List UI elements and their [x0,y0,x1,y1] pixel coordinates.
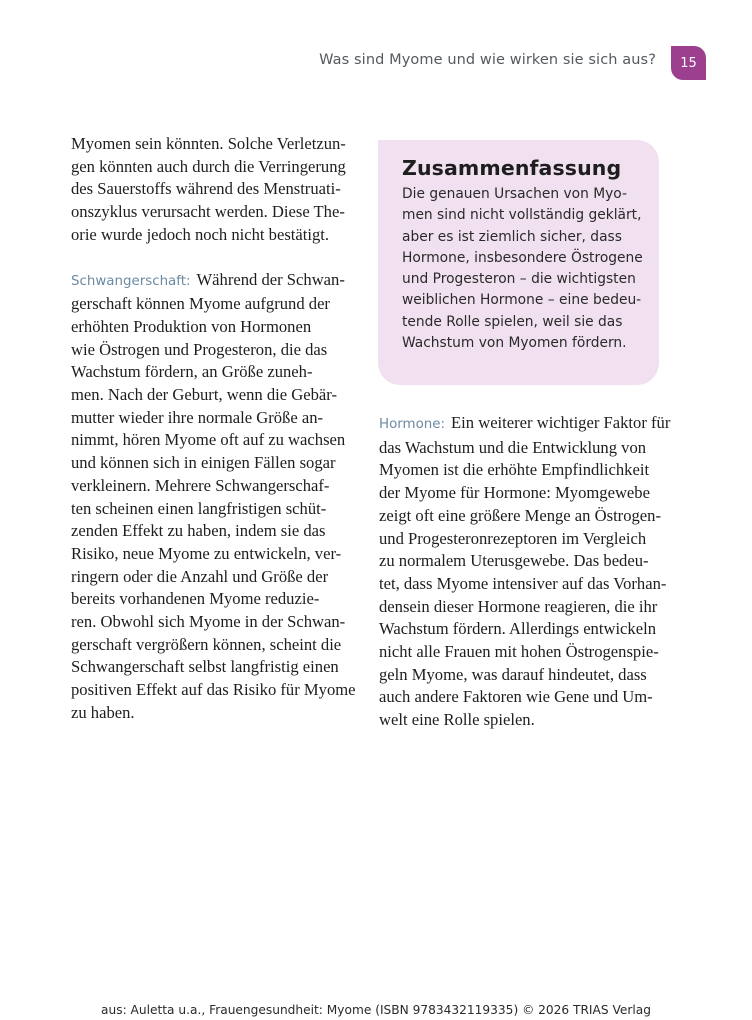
text-line: Myomen ist die erhöhte Empfindlichkeit [379,460,650,480]
summary-title: Zusammenfassung [402,156,622,180]
text-line: ten scheinen einen langfristigen schüt- [71,498,327,518]
text-line: und Progesteronrezeptoren im Vergleich [379,528,647,548]
source-footer: aus: Auletta u.a., Frauengesundheit: Myome (ISBN 9783432119335) © 2026 TRIAS Verlag [101,1003,651,1017]
text-line: geln Myome, was darauf hindeutet, dass [379,664,647,684]
text-line: das Wachstum und die Entwicklung von [379,437,647,457]
text-line: Schwangerschaft selbst langfristig einen [71,657,339,677]
left-column [71,133,361,725]
text-line: Myomen sein könnten. Solche Verletzun- [71,134,346,153]
text-line: bereits vorhandenen Myome reduzie- [71,589,320,609]
text-line: wie Östrogen und Progesteron, die das [71,339,328,359]
section-lead-pregnancy: Schwangerschaft: [71,273,191,289]
paragraph-first-line [71,269,361,294]
text-line: Wachstum fördern, an Größe zuneh- [71,362,313,382]
summary-line: Die genauen Ursachen von Myo- [402,186,627,202]
section-lead-hormones: Hormone: [379,417,446,432]
summary-line: weiblichen Hormone – eine bedeu- [402,292,642,309]
text-line: Wachstum fördern. Allerdings entwickeln [379,619,656,639]
text-line: men. Nach der Geburt, wenn die Gebär- [71,385,337,405]
text-line: zeigt oft eine größere Menge an Östrogen- [379,505,661,525]
text-line: positiven Effekt auf das Risiko für Myome [71,680,356,700]
text-line: orie wurde jedoch noch nicht bestätigt. [71,224,330,244]
text-line: tet, dass Myome intensiver auf das Vorhan- [379,573,667,593]
running-head-title: Was sind Myome und wie wirken sie sich aus? [319,52,656,68]
text-line: welt eine Rolle spielen. [379,710,535,730]
text-line: nimmt, hören Myome oft auf zu wachsen [71,430,346,450]
summary-line: tende Rolle spielen, weil sie das [402,313,623,330]
text-line: zu normalem Uterusgewebe. Das bedeu- [379,551,649,571]
summary-line: Wachstum von Myomen fördern. [402,335,627,352]
text-line: des Sauerstoffs während des Menstruati- [71,179,341,199]
summary-line: und Progesteron – die wichtigsten [402,271,636,288]
text-line: ren. Obwohl sich Myome in der Schwan- [71,612,346,632]
text-line: mutter wieder ihre normale Größe an- [71,407,324,427]
text-line: nicht alle Frauen mit hohen Östrogenspie- [379,642,659,662]
text-line: gen könnten auch durch die Verringerung [71,156,346,176]
text-line: zu haben. [71,702,135,722]
text-line: der Myome für Hormone: Myomgewebe [379,483,650,503]
text-line: ringern oder die Anzahl und Größe der [71,566,329,586]
text-line: zenden Effekt zu haben, indem sie das [71,521,326,541]
summary-line: Hormone, insbesondere Östrogene [402,249,643,266]
text-line: Risiko, neue Myome zu entwickeln, ver- [71,543,342,563]
text-line: und können sich in einigen Fällen sogar [71,453,336,473]
page-number-badge [671,46,706,80]
text-line: gerschaft können Myome aufgrund der [71,294,330,314]
text-line: gerschaft vergrößern können, scheint die [71,634,342,654]
summary-line: aber es ist ziemlich sicher, dass [402,228,622,245]
right-column [379,412,669,732]
text-line: verkleinern. Mehrere Schwangerschaf- [71,475,330,495]
text-line: onszyklus verursacht werden. Diese The- [71,202,345,222]
text-line: densein dieser Hormone reagieren, die ihr [379,596,658,616]
summary-text [402,184,641,354]
summary-box [378,140,659,385]
text-run: Ein weiterer wichtiger Faktor für [451,413,671,432]
paragraph-gap [71,247,361,269]
text-line: erhöhten Produktion von Hormonen [71,316,312,336]
summary-line: men sind nicht vollständig geklärt, [402,207,642,224]
text-line: auch andere Faktoren wie Gene und Um- [379,687,653,707]
paragraph-first-line [379,412,669,437]
page-number: 15 [680,55,697,71]
text-run: Während der Schwan- [196,269,345,289]
